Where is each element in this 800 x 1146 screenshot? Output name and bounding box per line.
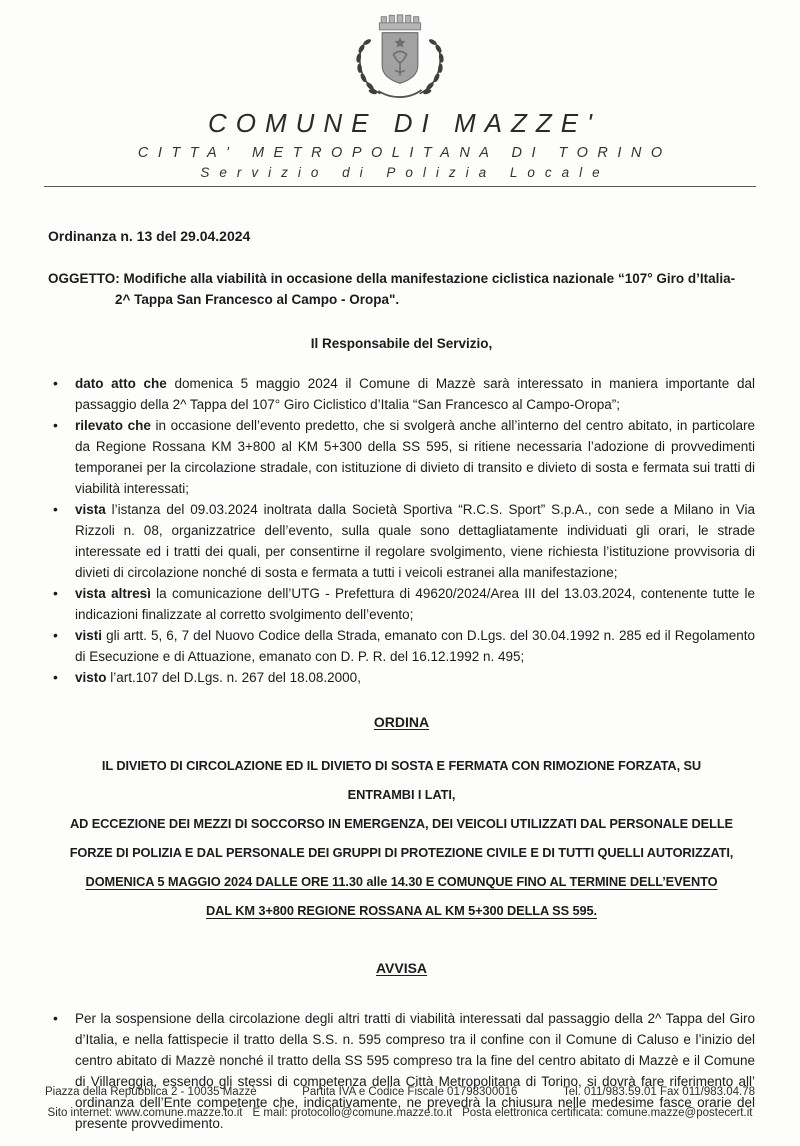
notice-item: • Per la sospensione della circolazione degli altri tratti di viabilità interessati dal passaggio della 2^ Tappa del Giro d’Italia, e nella fattispecie il tratto della S.S. n. 595 compreso tra il confine con il Comune di Caluso e l’inizio del centro abitato di Mazzè nonché il tratto della SS 595 compreso tra la fine del centro abitato di Mazzè e il Comune di Villareggia, essendo gli stessi di competenza della Città Metropolitana di Torino, si dovrà fare riferimento all’ ordinanza dell’Ente competente che, indicativamente, ne prevedrà la chiusura nelle medesime fasce orarie del presente provvedimento. [48, 1008, 755, 1134]
premise-lead: visto [75, 670, 107, 685]
order-line: IL DIVIETO DI CIRCOLAZIONE ED IL DIVIETO DI SOSTA E FERMATA CON RIMOZIONE FORZATA, SU [101, 758, 702, 773]
footer-website: Sito internet: www.comune.mazze.to.it [47, 1107, 243, 1119]
subject-text-1: Modifiche alla viabilità in occasione della manifestazione ciclistica nazionale “107° Giro d’Italia- [123, 271, 736, 286]
premise-text: gli artt. 5, 6, 7 del Nuovo Codice della Strada, emanato con D.Lgs. del 30.04.1992 n. 285 ed il Regolamento di Esecuzione e di Attuazione, emanato con D. P. R. del 16.12.1992 n. 495; [75, 628, 755, 664]
premise-text: l’art.107 del D.Lgs. n. 267 del 18.08.2000, [106, 670, 361, 685]
municipality-name: COMUNE DI MAZZE' [207, 108, 602, 138]
coat-of-arms-icon [339, 10, 461, 106]
premise-lead: rilevato che [75, 418, 151, 433]
subject-line-1 [48, 268, 755, 289]
subject-line-2: 2^ Tappa San Francesco al Campo - Oropa". [115, 292, 400, 307]
footer-web-row [45, 1107, 755, 1119]
premise-lead: vista [75, 502, 106, 517]
premise-lead: vista altresì [75, 586, 151, 601]
subject-block [48, 268, 755, 310]
document-header [0, 0, 800, 180]
subject-label: OGGETTO: [48, 271, 120, 286]
order-line: AD ECCEZIONE DEI MEZZI DI SOCCORSO IN EMERGENZA, DEI VEICOLI UTILIZZATI DAL PERSONALE DELLE [69, 816, 733, 831]
premise-item [48, 583, 755, 625]
avvisa-heading: AVVISA [375, 960, 428, 976]
order-text-block [48, 751, 755, 925]
footer-address: Piazza della Repubblica 2 - 10035 Mazzè [45, 1086, 257, 1098]
order-line: FORZE DI POLIZIA E DAL PERSONALE DEI GRUPPI DI PROTEZIONE CIVILE E DI TUTTI QUELLI AUTORIZZATI, [69, 845, 734, 860]
premise-item [48, 625, 755, 667]
order-line-underlined: DAL KM 3+800 REGIONE ROSSANA AL KM 5+300 DELLA SS 595. [206, 903, 597, 918]
order-line: ENTRAMBI I LATI, [347, 787, 456, 802]
order-line-underlined: DOMENICA 5 MAGGIO 2024 DALLE ORE 11.30 alle 14.30 E COMUNQUE FINO AL TERMINE DELL’EVENTO [85, 874, 718, 889]
premises-list [48, 373, 755, 688]
document-body [48, 226, 755, 1134]
premise-text: la comunicazione dell’UTG - Prefettura di 49620/2024/Area III del 13.03.2024, contenente tutte le indicazioni finalizzate al corretto svolgimento dell’evento; [75, 586, 755, 622]
footer-vat: Partita IVA e Codice Fiscale 01798300016 [302, 1086, 518, 1098]
footer-contact-row [45, 1086, 755, 1098]
premise-item [48, 415, 755, 499]
footer-email: E mail: protocollo@comune.mazze.to.it [252, 1107, 453, 1119]
premise-item [48, 667, 755, 688]
ordina-heading: ORDINA [373, 714, 430, 730]
responsible-line: Il Responsabile del Servizio, [310, 336, 493, 351]
ordinance-number: Ordinanza n. 13 del 29.04.2024 [48, 228, 251, 244]
footer-pec: Posta elettronica certificata: comune.mazze@postecert.it [462, 1107, 753, 1119]
header-divider [44, 186, 756, 187]
premise-lead: dato atto che [75, 376, 167, 391]
premise-text: domenica 5 maggio 2024 il Comune di Mazzè sarà interessato in maniera importante dal passaggio della 2^ Tappa del 107° Giro Ciclistico d’Italia “San Francesco al Campo-Oropa”; [75, 376, 755, 412]
police-service-line: Servizio di Polizia Locale [200, 165, 610, 180]
premise-text: l’istanza del 09.03.2024 inoltrata dalla Società Sportiva “R.C.S. Sport” S.p.A., con sede a Milano in Via Rizzoli n. 08, organizzatrice dell’evento, sulla quale sono dettagliatamente individuati gli orari, le strade interessate ed i tratti dei quali, per consentirne il regolare svolgimento, viene richiesta l’istituzione provvisoria di divieti di circolazione nonché di sosta e fermata a tutti i veicoli estranei alla manifestazione; [75, 502, 755, 580]
footer-phone-fax: Tel. 011/983.59.01 Fax 011/983.04.78 [562, 1086, 755, 1098]
premise-item [48, 373, 755, 415]
document-footer [45, 1086, 755, 1119]
premise-text: in occasione dell’evento predetto, che si svolgerà anche all’interno del centro abitato, in particolare da Regione Rossana KM 3+800 al KM 5+300 della SS 595, si ritiene necessaria l’adozione di provvedimenti temporanei per la circolazione stradale, con istituzione di divieto di transito e divieto di sosta e fermata sui tratti di viabilità interessati; [75, 418, 756, 496]
metropolitan-city-line: CITTA' METROPOLITANA DI TORINO [137, 145, 672, 161]
premise-lead: visti [75, 628, 103, 643]
premise-item [48, 499, 755, 583]
